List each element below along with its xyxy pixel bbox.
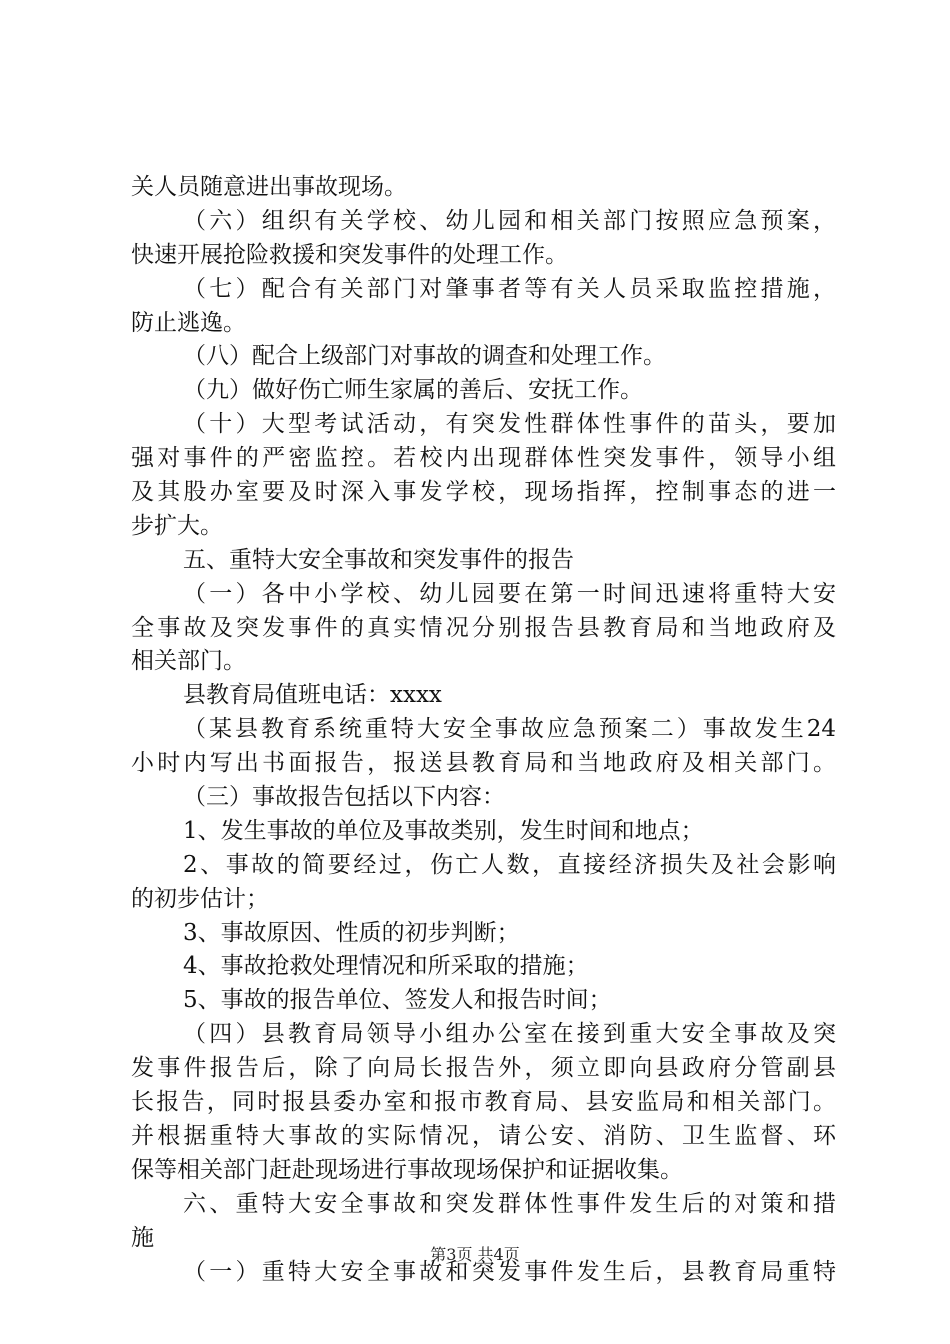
page-footer: 第3页 共4页 [430, 1245, 520, 1264]
document-body [131, 171, 836, 1289]
text-line: 全事故及突发事件的真实情况分别报告县教育局和当地政府及 [131, 614, 836, 641]
text-line: 保等相关部门赶赴现场进行事故现场保护和证据收集。 [131, 1156, 683, 1183]
text-line: （四）县教育局领导小组办公室在接到重大安全事故及突 [183, 1021, 836, 1048]
text-line: 4、事故抢救处理情况和所采取的措施； [183, 953, 589, 980]
text-line: 防止逃逸。 [131, 309, 246, 336]
text-line: （某县教育系统重特大安全事故应急预案二）事故发生24 [183, 716, 836, 743]
text-line: 步扩大。 [131, 512, 223, 539]
text-line: 并根据重特大事故的实际情况，请公安、消防、卫生监督、环 [131, 1122, 836, 1149]
text-line: （一）重特大安全事故和突发事件发生后，县教育局重特 [183, 1258, 836, 1285]
text-line: 5、事故的报告单位、签发人和报告时间； [183, 987, 612, 1014]
text-line: 相关部门。 [131, 648, 246, 675]
text-line: （八）配合上级部门对事故的调查和处理工作。 [183, 343, 666, 370]
text-line: 六、重特大安全事故和突发群体性事件发生后的对策和措 [183, 1190, 836, 1217]
text-line: 强对事件的严密监控。若校内出现群体性突发事件，领导小组 [131, 445, 836, 472]
text-line: 五、重特大安全事故和突发事件的报告 [183, 546, 574, 573]
text-line: 关人员随意进出事故现场。 [131, 174, 407, 200]
text-line: （三）事故报告包括以下内容： [183, 784, 505, 811]
text-line: （七）配合有关部门对肇事者等有关人员采取监控措施， [183, 275, 836, 302]
text-line: 快速开展抢险救援和突发事件的处理工作。 [131, 241, 568, 268]
text-line: 3、事故原因、性质的初步判断； [183, 919, 520, 946]
text-line: （九）做好伤亡师生家属的善后、安抚工作。 [183, 377, 643, 404]
text-line: 的初步估计； [131, 885, 269, 912]
text-line: （一）各中小学校、幼儿园要在第一时间迅速将重特大安 [183, 580, 836, 607]
text-line: 2、事故的简要经过，伤亡人数，直接经济损失及社会影响 [183, 851, 836, 878]
text-line: 小时内写出书面报告，报送县教育局和当地政府及相关部门。 [131, 750, 836, 777]
text-line: （十）大型考试活动，有突发性群体性事件的苗头，要加 [183, 411, 836, 438]
text-line: 施 [131, 1224, 154, 1251]
text-line: 发事件报告后，除了向局长报告外，须立即向县政府分管副县 [131, 1055, 836, 1082]
text-line: 县教育局值班电话：xxxx [183, 682, 442, 709]
text-line: 长报告，同时报县委办室和报市教育局、县安监局和相关部门。 [131, 1089, 836, 1116]
text-line: （六）组织有关学校、幼儿园和相关部门按照应急预案， [183, 207, 836, 234]
text-line: 1、发生事故的单位及事故类别，发生时间和地点； [183, 817, 704, 844]
text-line: 及其股办室要及时深入事发学校，现场指挥，控制事态的进一 [131, 479, 836, 506]
